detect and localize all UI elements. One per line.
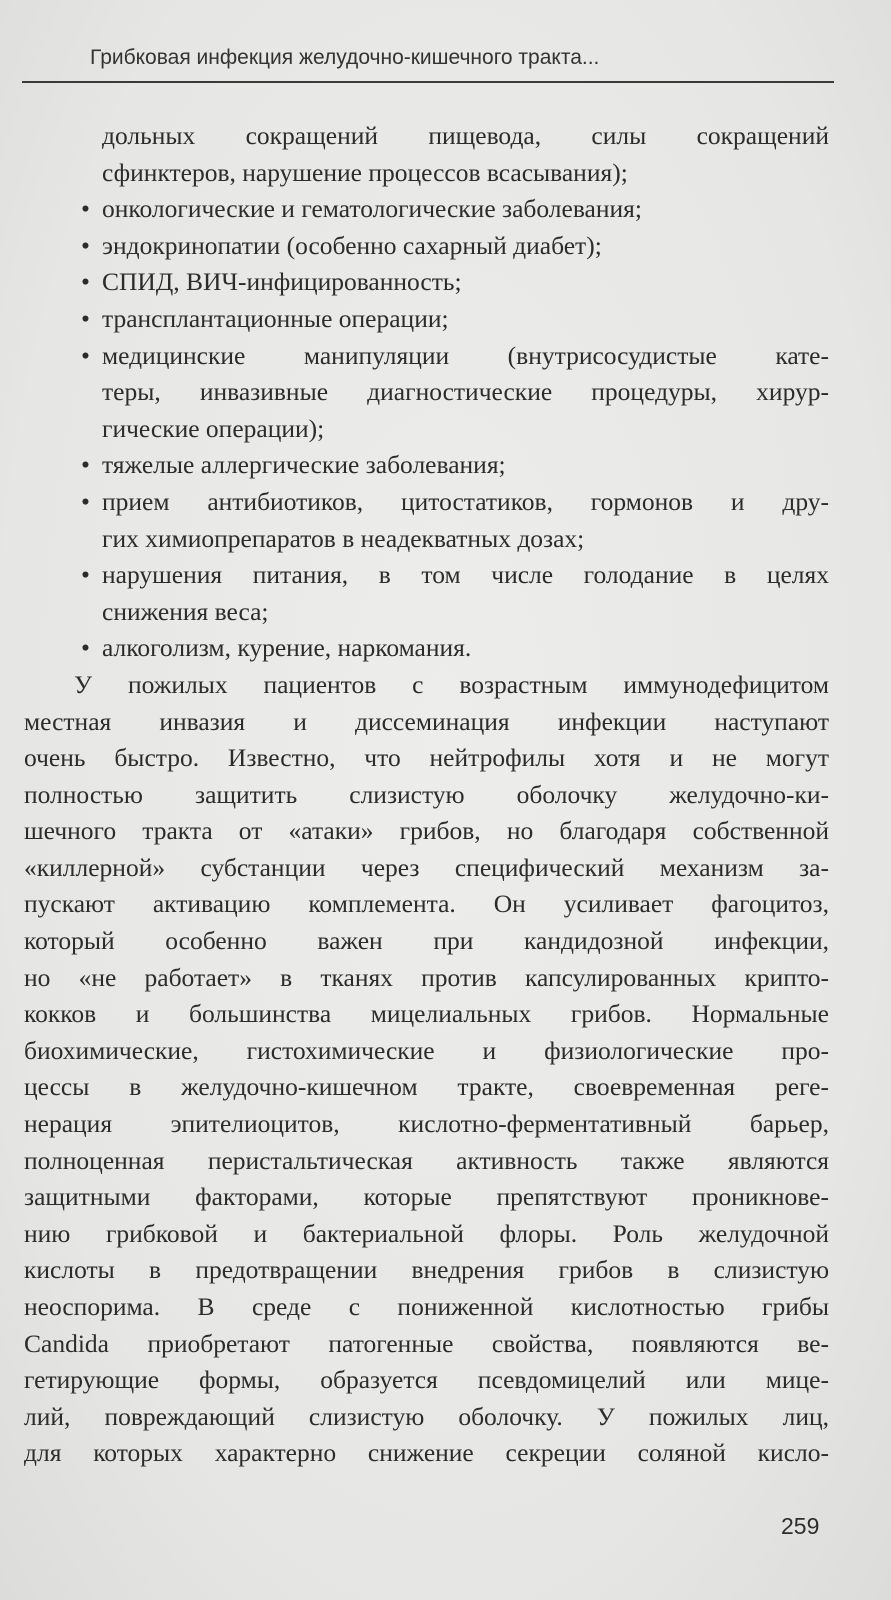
paragraph-first-line: У пожилых пациентов с возрастным иммунодефицитом: [74, 669, 829, 699]
text-line: неоспорима. В среде с пониженной кислотностью грибы: [24, 1292, 829, 1321]
bullet-item: • эндокринопатии (особенно сахарный диабет);: [24, 228, 829, 265]
text-line: снижения веса;: [102, 596, 269, 626]
text-line: кокков и большинства мицелиальных грибов. Нормальные: [24, 999, 829, 1029]
bullet-item: • онкологические и гематологические заболевания;: [24, 191, 829, 228]
text-line: нерация эпителиоцитов, кислотно-ферментативный барьер,: [24, 1109, 829, 1139]
text-line: который особенно важен при кандидозной инфекции,: [24, 926, 829, 956]
text-line: «киллерной» субстанции через специфический механизм за-: [24, 852, 829, 882]
text-line: биохимические, гистохимические и физиологические про-: [24, 1035, 829, 1065]
running-head: Грибковая инфекция желудочно-кишечного тракта...: [90, 46, 600, 69]
text-line: гих химиопрепаратов в неадекватных дозах;: [102, 523, 585, 553]
text-line: цессы в желудочно-кишечном тракте, своевременная реге-: [24, 1072, 829, 1102]
text-line: теры, инвазивные диагностические процедуры, хирур-: [102, 377, 829, 407]
bullet-item: • тяжелые аллергические заболевания;: [24, 447, 829, 484]
bullet-item: • нарушения питания, в том числе голодание в целях: [24, 557, 829, 594]
bullet-item: • медицинские манипуляции (внутрисосудистые кате-: [24, 338, 829, 375]
text-line: сфинктеров, нарушение процессов всасывания);: [102, 157, 628, 187]
text-line: пускают активацию комплемента. Он усиливает фагоцитоз,: [24, 889, 829, 919]
bullet-item: • алкоголизм, курение, наркомания.: [24, 630, 829, 667]
text-line: полноценная перистальтическая активность также являются: [24, 1145, 829, 1175]
text-line: лий, повреждающий слизистую оболочку. У пожилых лиц,: [24, 1401, 829, 1431]
header-rule: [22, 81, 834, 83]
text-line: дольных сокращений пищевода, силы сокращений: [102, 121, 829, 150]
page-number: 259: [781, 1513, 820, 1539]
text-line: полностью защитить слизистую оболочку желудочно-ки-: [24, 779, 829, 809]
text-line: местная инвазия и диссеминация инфекции наступают: [24, 706, 829, 736]
bullet-item: • СПИД, ВИЧ-инфицированность;: [24, 264, 829, 301]
text-line: нию грибковой и бактериальной флоры. Роль желудочной: [24, 1218, 829, 1248]
bullet-item: • трансплантационные операции;: [24, 301, 829, 338]
text-line: Candida приобретают патогенные свойства, появляются ве-: [24, 1328, 829, 1358]
text-line: гетирующие формы, образуется псевдомицелий или мице-: [24, 1365, 829, 1395]
bullet-item: • прием антибиотиков, цитостатиков, гормонов и дру-: [24, 484, 829, 521]
text-line: кислоты в предотвращении внедрения грибов в слизистую: [24, 1255, 829, 1285]
text-line: но «не работает» в тканях против капсулированных крипто-: [24, 962, 829, 992]
page-body: [24, 118, 829, 1472]
text-line: для которых характерно снижение секреции соляной кисло-: [24, 1438, 829, 1468]
text-line: защитными факторами, которые препятствуют проникнове-: [24, 1182, 829, 1212]
text-line: шечного тракта от «атаки» грибов, но благодаря собственной: [24, 816, 829, 846]
text-line: очень быстро. Известно, что нейтрофилы хотя и не могут: [24, 743, 829, 773]
text-line: гические операции);: [102, 413, 325, 443]
